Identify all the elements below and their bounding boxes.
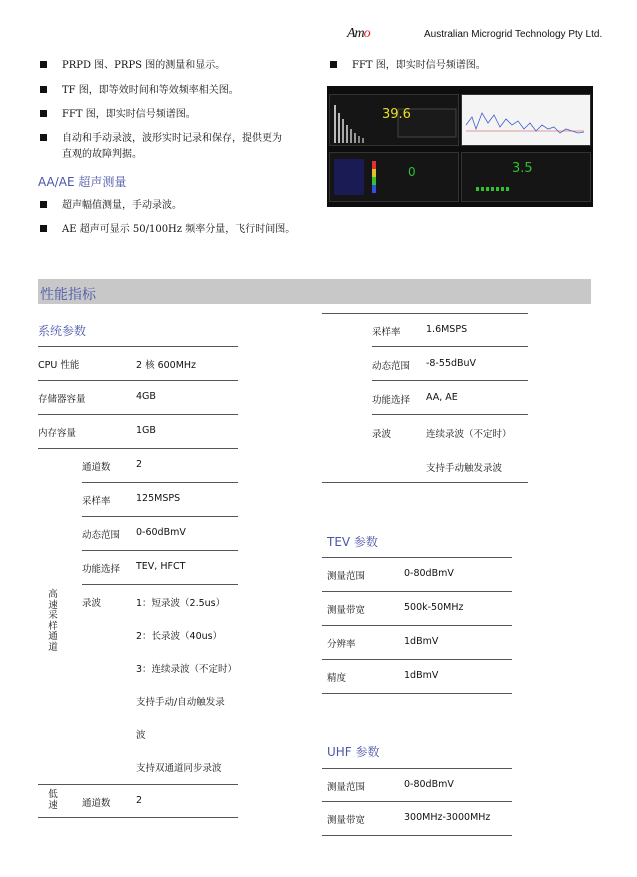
table-row: 测量带宽 300MHz-3000MHz xyxy=(327,812,491,826)
table-row: 录波 连续录波（不定时） xyxy=(372,429,512,440)
table-row: 支持手动触发录波 xyxy=(426,463,503,474)
ae-section-title: AA/AE 超声测量 xyxy=(38,175,127,189)
table-row: 分辨率 1dBmV xyxy=(327,636,439,650)
table-row: 动态范围 0-60dBmV xyxy=(82,527,186,541)
fft-waveform-icon xyxy=(462,95,590,145)
ae-pane xyxy=(329,152,459,202)
performance-band xyxy=(38,279,591,304)
tev-title: TEV 参数 xyxy=(327,535,378,549)
value-bottom-right: 3.5 xyxy=(512,161,533,176)
table-row: 存储器容量 4GB xyxy=(38,391,156,405)
value-bottom-left: 0 xyxy=(408,165,416,179)
low-speed-label: 低速 xyxy=(48,789,58,811)
table-row: 测量范围 0-80dBmV xyxy=(327,568,454,582)
device-screenshot xyxy=(327,86,593,207)
bullet-ae-freq: AE 超声可显示 50/100Hz 频率分量，飞行时间图。 xyxy=(40,222,330,237)
table-row: 支持双通道同步录波 xyxy=(136,763,222,774)
table-row: 录波 1：短录波（2.5us） xyxy=(82,598,226,609)
bullet-recording: 自动和手动录波，波形实时记录和保存，提供更为 xyxy=(40,131,320,146)
uhf-pane xyxy=(461,152,591,202)
table-row: 功能选择 TEV, HFCT xyxy=(82,561,186,575)
bullet-ae-amp: 超声幅值测量，手动录波。 xyxy=(40,198,310,213)
prps-pane xyxy=(329,94,459,146)
table-row: 精度 1dBmV xyxy=(327,670,439,684)
company-name: Australian Microgrid Technology Pty Ltd. xyxy=(424,29,603,40)
table-row: 通道数 2 xyxy=(82,795,143,809)
table-row: 采样率 1.6MSPS xyxy=(372,324,468,338)
table-row: 通道数 2 xyxy=(82,459,143,473)
table-row: 动态范围 -8-55dBuV xyxy=(372,358,477,372)
bullet-prpd: PRPD 图、PRPS 图的测量和显示。 xyxy=(40,58,310,73)
table-row: 波 xyxy=(136,730,146,741)
table-row: 功能选择 AA, AE xyxy=(372,392,458,406)
bullet-tf: TF 图，即等效时间和等效频率相关图。 xyxy=(40,83,310,98)
bullet-recording-cont: 直观的故障判据。 xyxy=(62,149,142,160)
color-scale-icon xyxy=(330,153,458,201)
table-row: 测量范围 0-80dBmV xyxy=(327,779,454,793)
fft-pane xyxy=(461,94,591,146)
table-row: 采样率 125MSPS xyxy=(82,493,181,507)
high-speed-label: 高速采样通道 xyxy=(48,589,58,653)
table-row: 2：长录波（40us） xyxy=(136,631,223,642)
table-row: 测量带宽 500k-50MHz xyxy=(327,602,464,616)
value-top: 39.6 xyxy=(382,107,411,122)
table-row: 内存容量 1GB xyxy=(38,425,156,439)
uhf-title: UHF 参数 xyxy=(327,745,380,759)
table-row: 支持手动/自动触发录 xyxy=(136,697,225,708)
table-row: CPU 性能 2 核 600MHz xyxy=(38,360,197,371)
band-title: 性能指标 xyxy=(40,287,96,303)
bullet-fft: FFT 图，即实时信号频谱图。 xyxy=(40,107,310,122)
bullet-fft-right: FFT 图，即实时信号频谱图。 xyxy=(330,58,590,73)
table-row: 3：连续录波（不定时） xyxy=(136,664,238,675)
company-logo: Amo xyxy=(347,26,370,41)
system-params-title: 系统参数 xyxy=(38,324,87,338)
